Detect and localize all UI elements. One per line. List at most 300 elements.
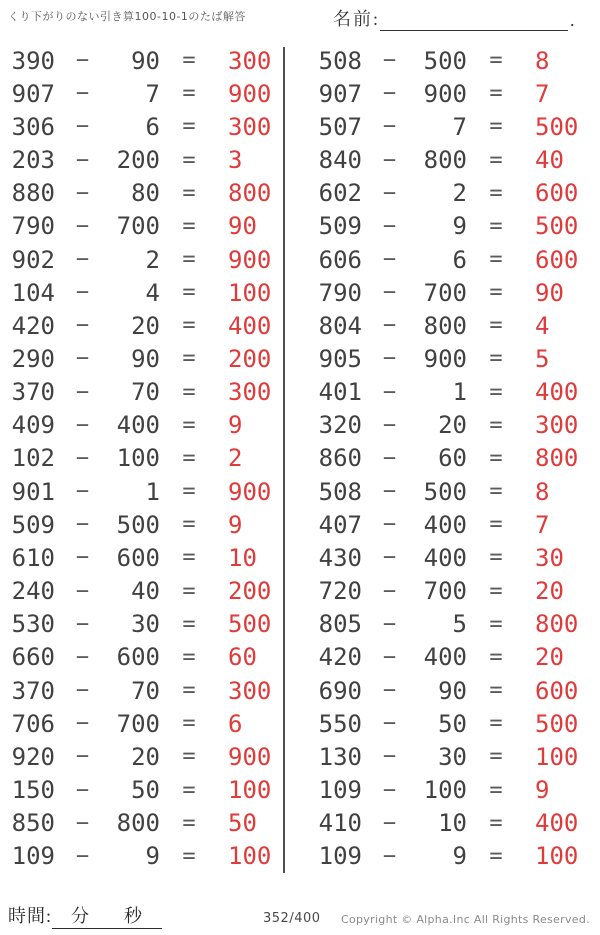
equals-sign: = — [489, 213, 503, 239]
answer: 2 — [228, 444, 243, 473]
equals-sign: = — [182, 810, 196, 836]
answer: 100 — [228, 842, 272, 871]
problem-row — [5, 77, 283, 110]
minus-sign: − — [75, 346, 90, 372]
answer: 900 — [228, 477, 272, 506]
answer: 100 — [535, 742, 579, 771]
subtrahend: 600 — [116, 643, 160, 672]
equals-sign: = — [182, 346, 196, 372]
minuend: 880 — [11, 179, 55, 208]
minuend: 907 — [11, 79, 55, 108]
problem-row — [5, 475, 283, 508]
answer: 7 — [535, 510, 550, 539]
minuend: 606 — [318, 245, 362, 274]
subtrahend: 7 — [452, 112, 467, 141]
minuend: 109 — [11, 842, 55, 871]
equals-sign: = — [489, 313, 503, 339]
answer: 300 — [228, 378, 272, 407]
equals-sign: = — [182, 379, 196, 405]
minus-sign: − — [75, 678, 90, 704]
answer: 60 — [228, 643, 257, 672]
minuend: 610 — [11, 543, 55, 572]
minus-sign: − — [382, 678, 397, 704]
equals-sign: = — [182, 81, 196, 107]
subtrahend: 400 — [116, 411, 160, 440]
equals-sign: = — [182, 678, 196, 704]
subtrahend: 50 — [131, 776, 160, 805]
minus-sign: − — [382, 114, 397, 140]
equals-sign: = — [489, 843, 503, 869]
subtrahend: 2 — [145, 245, 160, 274]
worksheet-title: くり下がりのない引き算100-10-1のたば解答 — [8, 10, 246, 23]
minuend: 690 — [318, 676, 362, 705]
problem-row — [312, 740, 590, 773]
equals-sign: = — [489, 412, 503, 438]
answer: 900 — [228, 742, 272, 771]
problem-row — [312, 309, 590, 342]
minuend: 290 — [11, 344, 55, 373]
equals-sign: = — [489, 810, 503, 836]
answer: 600 — [535, 676, 579, 705]
equals-sign: = — [182, 711, 196, 737]
minuend: 320 — [318, 411, 362, 440]
minuend: 401 — [318, 378, 362, 407]
minus-sign: − — [382, 445, 397, 471]
problem-row — [312, 608, 590, 641]
subtrahend: 4 — [145, 278, 160, 307]
equals-sign: = — [489, 512, 503, 538]
minuend: 407 — [318, 510, 362, 539]
minus-sign: − — [75, 744, 90, 770]
seconds-label: 秒 — [124, 906, 144, 926]
answer: 200 — [228, 344, 272, 373]
equals-sign: = — [489, 346, 503, 372]
minus-sign: − — [75, 180, 90, 206]
problem-row — [5, 740, 283, 773]
minuend: 790 — [11, 212, 55, 241]
equals-sign: = — [182, 843, 196, 869]
answer: 500 — [535, 212, 579, 241]
answer: 100 — [228, 278, 272, 307]
equals-sign: = — [182, 213, 196, 239]
answer: 3 — [228, 146, 243, 175]
minus-sign: − — [382, 379, 397, 405]
answer: 50 — [228, 809, 257, 838]
problem-row — [5, 773, 283, 806]
minus-sign: − — [382, 247, 397, 273]
subtrahend: 6 — [452, 245, 467, 274]
minutes-label: 分 — [71, 906, 91, 926]
minuend: 840 — [318, 146, 362, 175]
problem-row — [312, 442, 590, 475]
equals-sign: = — [182, 512, 196, 538]
problem-row — [5, 442, 283, 475]
minus-sign: − — [75, 843, 90, 869]
minus-sign: − — [75, 777, 90, 803]
minuend: 420 — [318, 643, 362, 672]
minuend: 706 — [11, 709, 55, 738]
minus-sign: − — [75, 711, 90, 737]
equals-sign: = — [489, 777, 503, 803]
minus-sign: − — [382, 843, 397, 869]
problem-row — [312, 143, 590, 176]
time-blank-line — [52, 902, 162, 929]
answer: 7 — [535, 79, 550, 108]
subtrahend: 50 — [438, 709, 467, 738]
equals-sign: = — [489, 578, 503, 604]
subtrahend: 70 — [131, 378, 160, 407]
problem-row — [312, 177, 590, 210]
answer: 200 — [228, 577, 272, 606]
minuend: 720 — [318, 577, 362, 606]
minuend: 902 — [11, 245, 55, 274]
equals-sign: = — [182, 644, 196, 670]
answer: 100 — [535, 842, 579, 871]
answer: 90 — [228, 212, 257, 241]
problem-row — [5, 376, 283, 409]
equals-sign: = — [182, 777, 196, 803]
column-divider — [283, 47, 285, 873]
problem-row — [312, 575, 590, 608]
answer: 20 — [535, 643, 564, 672]
answer: 8 — [535, 46, 550, 75]
equals-sign: = — [182, 545, 196, 571]
minuend: 790 — [318, 278, 362, 307]
minus-sign: − — [75, 280, 90, 306]
answer: 4 — [535, 311, 550, 340]
name-line-period: . — [570, 10, 575, 30]
problem-row — [312, 110, 590, 143]
minus-sign: − — [382, 81, 397, 107]
minus-sign: − — [75, 81, 90, 107]
minus-sign: − — [75, 412, 90, 438]
equals-sign: = — [182, 48, 196, 74]
equals-sign: = — [182, 578, 196, 604]
minus-sign: − — [75, 313, 90, 339]
answer: 5 — [535, 344, 550, 373]
problem-row — [5, 807, 283, 840]
equals-sign: = — [489, 744, 503, 770]
minuend: 507 — [318, 112, 362, 141]
problem-row — [312, 77, 590, 110]
minuend: 805 — [318, 610, 362, 639]
minus-sign: − — [75, 578, 90, 604]
answer: 9 — [535, 776, 550, 805]
subtrahend: 700 — [423, 278, 467, 307]
problem-row — [5, 177, 283, 210]
minuend: 660 — [11, 643, 55, 672]
name-label: 名前: — [333, 9, 381, 29]
minus-sign: − — [75, 644, 90, 670]
minus-sign: − — [382, 512, 397, 538]
problem-row — [312, 342, 590, 375]
minuend: 109 — [318, 776, 362, 805]
problem-row — [312, 44, 590, 77]
minus-sign: − — [382, 711, 397, 737]
name-field — [333, 5, 575, 31]
subtrahend: 40 — [131, 577, 160, 606]
minus-sign: − — [382, 313, 397, 339]
problem-row — [5, 309, 283, 342]
equals-sign: = — [182, 280, 196, 306]
equals-sign: = — [489, 48, 503, 74]
problem-row — [5, 508, 283, 541]
minus-sign: − — [75, 810, 90, 836]
minus-sign: − — [75, 114, 90, 140]
minuend: 240 — [11, 577, 55, 606]
minuend: 850 — [11, 809, 55, 838]
equals-sign: = — [182, 412, 196, 438]
subtrahend: 9 — [452, 212, 467, 241]
equals-sign: = — [182, 313, 196, 339]
problems-column-right — [312, 44, 590, 873]
problem-row — [312, 243, 590, 276]
subtrahend: 800 — [423, 146, 467, 175]
answer: 9 — [228, 510, 243, 539]
answer: 9 — [228, 411, 243, 440]
answer: 30 — [535, 543, 564, 572]
subtrahend: 90 — [438, 676, 467, 705]
minuend: 306 — [11, 112, 55, 141]
equals-sign: = — [489, 445, 503, 471]
answer: 300 — [228, 112, 272, 141]
answer: 900 — [228, 245, 272, 274]
page-number: 352/400 — [263, 911, 321, 926]
minuend: 508 — [318, 477, 362, 506]
subtrahend: 90 — [131, 344, 160, 373]
minus-sign: − — [75, 512, 90, 538]
minuend: 150 — [11, 776, 55, 805]
minus-sign: − — [382, 578, 397, 604]
equals-sign: = — [182, 114, 196, 140]
subtrahend: 80 — [131, 179, 160, 208]
minus-sign: − — [75, 545, 90, 571]
minuend: 430 — [318, 543, 362, 572]
problem-row — [312, 508, 590, 541]
subtrahend: 30 — [438, 742, 467, 771]
equals-sign: = — [182, 744, 196, 770]
answer: 500 — [228, 610, 272, 639]
name-blank-line — [380, 8, 568, 31]
minus-sign: − — [382, 744, 397, 770]
answer: 900 — [228, 79, 272, 108]
answer: 800 — [228, 179, 272, 208]
problem-row — [5, 210, 283, 243]
minuend: 104 — [11, 278, 55, 307]
minus-sign: − — [75, 379, 90, 405]
minuend: 907 — [318, 79, 362, 108]
equals-sign: = — [182, 247, 196, 273]
minuend: 860 — [318, 444, 362, 473]
equals-sign: = — [182, 180, 196, 206]
minuend: 130 — [318, 742, 362, 771]
equals-sign: = — [489, 545, 503, 571]
problem-row — [5, 575, 283, 608]
minus-sign: − — [382, 611, 397, 637]
problem-row — [5, 243, 283, 276]
subtrahend: 90 — [131, 46, 160, 75]
equals-sign: = — [182, 479, 196, 505]
minus-sign: − — [382, 777, 397, 803]
minuend: 509 — [318, 212, 362, 241]
minuend: 410 — [318, 809, 362, 838]
problem-row — [5, 276, 283, 309]
minuend: 508 — [318, 46, 362, 75]
minus-sign: − — [75, 611, 90, 637]
minuend: 804 — [318, 311, 362, 340]
minuend: 602 — [318, 179, 362, 208]
subtrahend: 5 — [452, 610, 467, 639]
subtrahend: 500 — [116, 510, 160, 539]
problem-row — [5, 143, 283, 176]
minus-sign: − — [382, 479, 397, 505]
answer: 400 — [535, 378, 579, 407]
answer: 600 — [535, 179, 579, 208]
subtrahend: 60 — [438, 444, 467, 473]
problems-column-left — [5, 44, 283, 873]
subtrahend: 400 — [423, 643, 467, 672]
minuend: 420 — [11, 311, 55, 340]
answer: 800 — [535, 610, 579, 639]
subtrahend: 900 — [423, 344, 467, 373]
answer: 40 — [535, 146, 564, 175]
equals-sign: = — [489, 479, 503, 505]
problem-row — [312, 409, 590, 442]
problem-row — [5, 641, 283, 674]
subtrahend: 20 — [131, 742, 160, 771]
problem-row — [5, 840, 283, 873]
minus-sign: − — [75, 247, 90, 273]
answer: 300 — [228, 46, 272, 75]
subtrahend: 700 — [116, 709, 160, 738]
problem-row — [5, 44, 283, 77]
answer: 90 — [535, 278, 564, 307]
minus-sign: − — [382, 346, 397, 372]
minuend: 905 — [318, 344, 362, 373]
answer: 100 — [228, 776, 272, 805]
answer: 10 — [228, 543, 257, 572]
answer: 8 — [535, 477, 550, 506]
subtrahend: 800 — [116, 809, 160, 838]
equals-sign: = — [489, 81, 503, 107]
minus-sign: − — [75, 213, 90, 239]
answer: 300 — [535, 411, 579, 440]
answer: 6 — [228, 709, 243, 738]
copyright-notice: Copyright © Alpha.Inc All Rights Reserved. — [341, 913, 590, 926]
answer: 800 — [535, 444, 579, 473]
subtrahend: 1 — [145, 477, 160, 506]
subtrahend: 900 — [423, 79, 467, 108]
problem-row — [312, 541, 590, 574]
minus-sign: − — [75, 445, 90, 471]
minus-sign: − — [75, 48, 90, 74]
time-label: 時間: — [8, 906, 53, 926]
minuend: 550 — [318, 709, 362, 738]
problem-row — [312, 674, 590, 707]
problem-row — [312, 276, 590, 309]
minus-sign: − — [382, 213, 397, 239]
problem-row — [312, 807, 590, 840]
problem-row — [5, 608, 283, 641]
minus-sign: − — [382, 147, 397, 173]
equals-sign: = — [489, 611, 503, 637]
subtrahend: 2 — [452, 179, 467, 208]
subtrahend: 9 — [452, 842, 467, 871]
subtrahend: 6 — [145, 112, 160, 141]
subtrahend: 700 — [116, 212, 160, 241]
minus-sign: − — [382, 810, 397, 836]
equals-sign: = — [489, 180, 503, 206]
equals-sign: = — [489, 114, 503, 140]
minus-sign: − — [75, 479, 90, 505]
problem-row — [312, 376, 590, 409]
problem-row — [5, 674, 283, 707]
answer: 600 — [535, 245, 579, 274]
equals-sign: = — [489, 644, 503, 670]
subtrahend: 600 — [116, 543, 160, 572]
problem-row — [5, 541, 283, 574]
problem-row — [312, 641, 590, 674]
problem-row — [312, 210, 590, 243]
equals-sign: = — [182, 147, 196, 173]
subtrahend: 200 — [116, 146, 160, 175]
subtrahend: 100 — [116, 444, 160, 473]
answer: 500 — [535, 112, 579, 141]
minuend: 370 — [11, 676, 55, 705]
problem-row — [5, 342, 283, 375]
time-field — [8, 902, 162, 929]
answer: 20 — [535, 577, 564, 606]
equals-sign: = — [489, 280, 503, 306]
minuend: 390 — [11, 46, 55, 75]
minus-sign: − — [382, 48, 397, 74]
minus-sign: − — [382, 644, 397, 670]
subtrahend: 20 — [438, 411, 467, 440]
equals-sign: = — [489, 711, 503, 737]
subtrahend: 7 — [145, 79, 160, 108]
minus-sign: − — [75, 147, 90, 173]
subtrahend: 1 — [452, 378, 467, 407]
problem-row — [5, 110, 283, 143]
subtrahend: 500 — [423, 477, 467, 506]
minuend: 509 — [11, 510, 55, 539]
answer: 400 — [535, 809, 579, 838]
minus-sign: − — [382, 180, 397, 206]
problem-row — [5, 707, 283, 740]
problem-row — [312, 840, 590, 873]
answer: 300 — [228, 676, 272, 705]
minuend: 203 — [11, 146, 55, 175]
minus-sign: − — [382, 412, 397, 438]
subtrahend: 700 — [423, 577, 467, 606]
problem-row — [5, 409, 283, 442]
minuend: 920 — [11, 742, 55, 771]
equals-sign: = — [489, 147, 503, 173]
minus-sign: − — [382, 280, 397, 306]
minuend: 901 — [11, 477, 55, 506]
problem-row — [312, 475, 590, 508]
minuend: 102 — [11, 444, 55, 473]
equals-sign: = — [182, 611, 196, 637]
subtrahend: 800 — [423, 311, 467, 340]
problem-row — [312, 707, 590, 740]
equals-sign: = — [489, 247, 503, 273]
equals-sign: = — [489, 379, 503, 405]
minuend: 409 — [11, 411, 55, 440]
subtrahend: 9 — [145, 842, 160, 871]
subtrahend: 400 — [423, 543, 467, 572]
equals-sign: = — [182, 445, 196, 471]
